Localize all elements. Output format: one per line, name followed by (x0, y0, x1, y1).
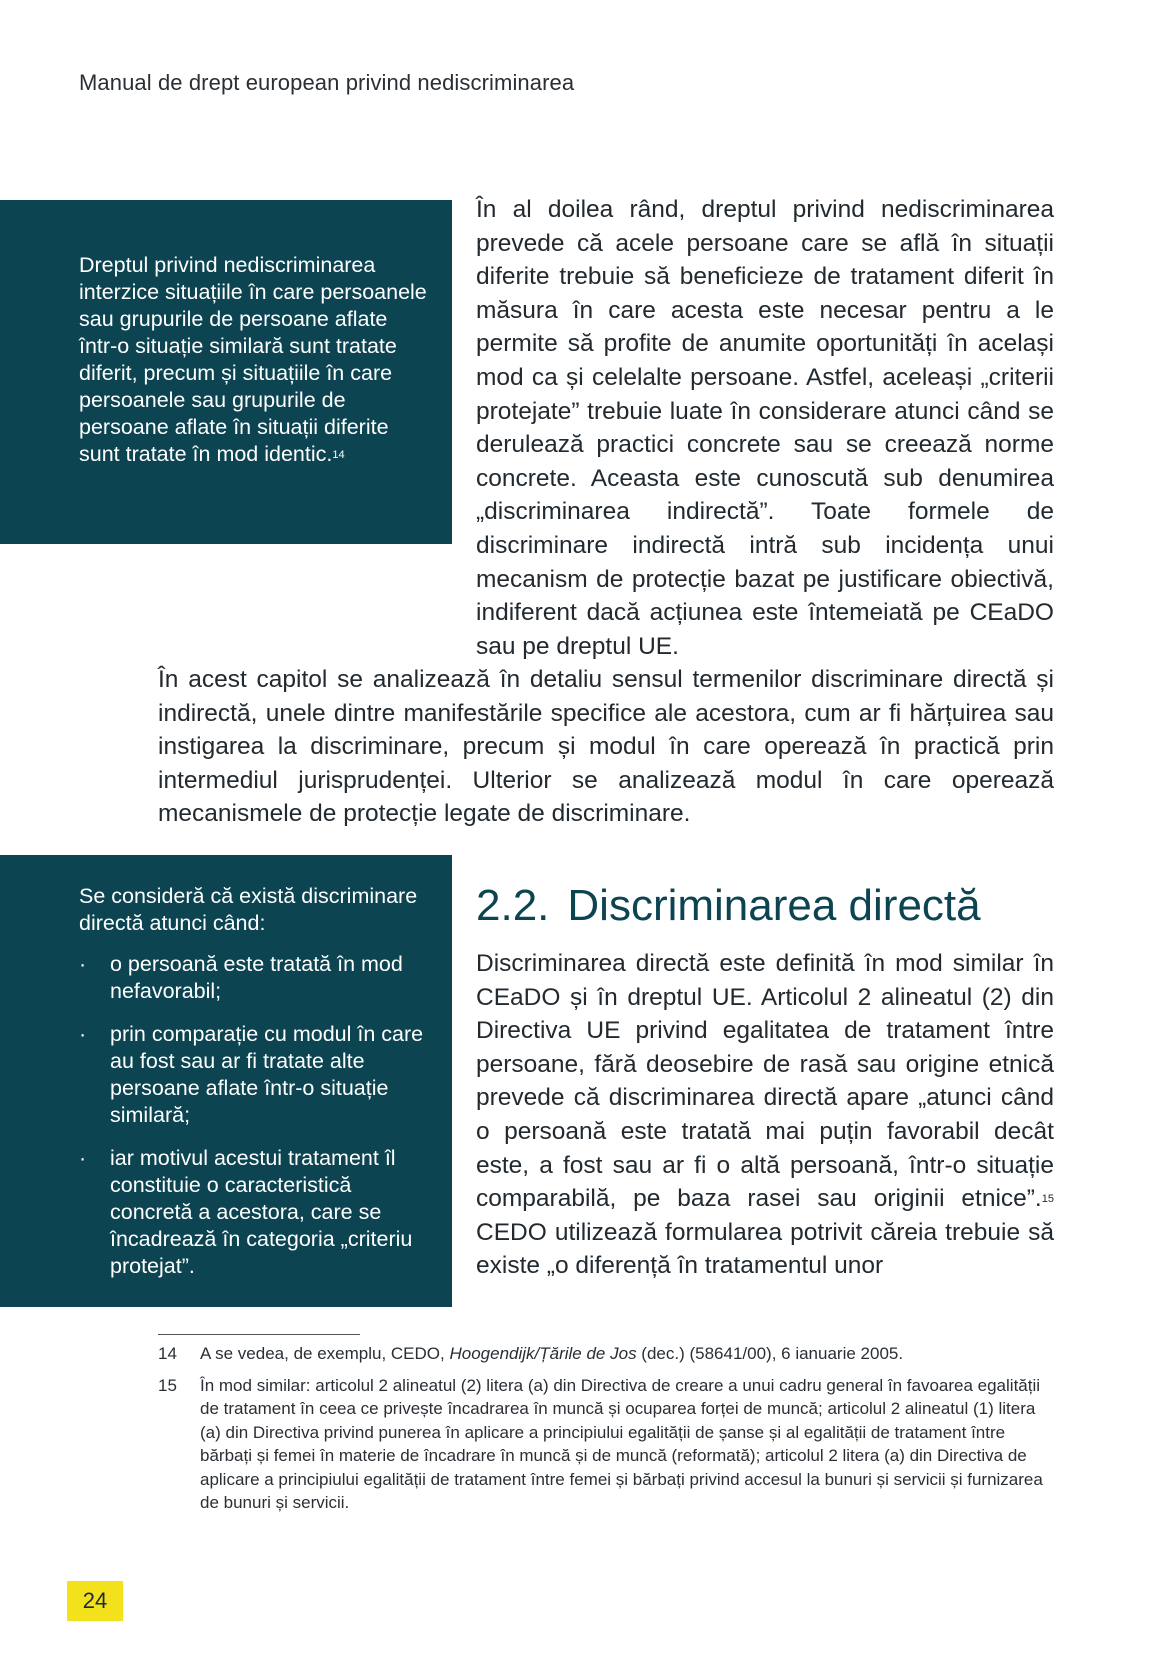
body-paragraph-chapter-overview: În acest capitol se analizează în detaliu sensul termenilor discriminare directă și indirectă, unele dintre manifestările specifice ale acestora, cum ar fi hărțuirea sau instigarea la discriminare, precum și modul în care operează în practică prin intermediul jurisprudenței. Ulterior se analizează modul în care operează mecanismele de protecție legate de discriminare. (158, 666, 1054, 828)
body-paragraph-indirect-discrimination: În al doilea rând, dreptul privind nediscriminarea prevede că acele persoane care se află în situații diferite trebuie să beneficieze de tratament diferit în măsura în care acesta este necesar pentru a le permite să profite de anumite oportunități în același mod ca și celelalte persoane. Astfel, aceleași „criterii protejate” trebuie luate în considerare atunci când se derulează practici concrete sau se creează norme concrete. Aceasta este cunoscută sub denumirea „discriminarea indirectă”. Toate formele de discriminare indirectă intră sub incidența unui mecanism de protecție bazat pe justificare obiectivă, indiferent dacă acțiunea este întemeiată pe CEaDO sau pe dreptul UE. (476, 196, 1054, 660)
paragraph-text: Discriminarea directă este definită în mod similar în CEaDO și în dreptul UE. Articolul 2 alineatul (2) din Directiva UE privind egalitatea de tratament între persoane, fără deosebire de rasă sau origine etnică prevede că discriminarea directă apare „atunci când o persoană este tratată mai puțin favorabil decât este, a fost sau ar fi o altă persoană, într-o situație comparabilă, pe baza rasei sau originii etnice”. (476, 950, 1054, 1213)
section-number: 2.2. (476, 881, 550, 930)
footnote-case-name: Hoogendijk/Țările de Jos (449, 1344, 637, 1363)
highlight-box-text-body: Dreptul privind nediscriminarea interzice situațiile în care persoanele sau grupurile de persoane aflate într-o situație similară sunt tratate diferit, precum și situațiile în care persoanele sau grupurile de persoane aflate în situații diferite sunt tratate în mod identic. (79, 253, 427, 466)
footnote-number: 14 (158, 1344, 177, 1363)
page-number: 24 (67, 1581, 123, 1621)
highlight-box-intro: Se consideră că există discriminare directă atunci când: (79, 884, 418, 935)
list-item-text: iar motivul acestui tratament îl constituie o caracteristică concretă a acestora, care se încadrează în categoria „criteriu protejat”. (110, 1146, 413, 1278)
footnote-text: În mod similar: articolul 2 alineatul (2) litera (a) din Directiva de creare a unui cadru general în favoarea egalității de tratament în ceea ce privește încadrarea în muncă și ocuparea forței de muncă; articolul 2 alineatul (1) litera (a) din Directiva privind punerea în aplicare a principiului egalității de șanse și al egalității de tratament între bărbați și femei în materie de încadrare în muncă și de muncă (reformată); articolul 2 litera (a) din Directiva de aplicare a principiului egalității de tratament între femei și bărbați privind accesul la bunuri și servicii și furnizarea de bunuri și servicii. (200, 1375, 1043, 1512)
highlight-box-definition (0, 200, 452, 544)
footnotes (158, 1342, 1054, 1523)
section-heading (476, 878, 981, 934)
footnote-ref-15[interactable]: 15 (1041, 1193, 1054, 1206)
footnote-14 (158, 1342, 1054, 1366)
highlight-box-text (79, 252, 430, 468)
footnote-text-end: (dec.) (58641/00), 6 ianuarie 2005. (636, 1344, 904, 1363)
running-header: Manual de drept european privind nediscriminarea (79, 70, 575, 95)
section-title: Discriminarea directă (567, 881, 981, 930)
footnote-divider (158, 1334, 360, 1335)
list-item (79, 1145, 430, 1280)
bullet-icon: · (79, 1022, 87, 1046)
criteria-list (79, 951, 430, 1280)
body-paragraph-direct-discrimination (476, 947, 1054, 1283)
bullet-icon: · (79, 1146, 87, 1170)
footnote-text: A se vedea, de exemplu, CEDO, (200, 1344, 450, 1363)
paragraph-text-continued: CEDO utilizează formularea potrivit căreia trebuie să existe „o diferență în tratamentul unor (476, 1218, 1054, 1280)
footnote-15 (158, 1374, 1054, 1515)
footnote-ref-14[interactable]: 14 (332, 449, 345, 461)
highlight-box-direct-discrimination (0, 855, 452, 1307)
list-item-text: o persoană este tratată în mod nefavorabil; (110, 952, 403, 1003)
footnote-number: 15 (158, 1375, 177, 1395)
list-item (79, 1021, 430, 1129)
list-item-text: prin comparație cu modul în care au fost sau ar fi tratate alte persoane aflate într-o situație similară; (110, 1022, 424, 1127)
bullet-icon: · (79, 952, 87, 976)
list-item (79, 951, 430, 1005)
